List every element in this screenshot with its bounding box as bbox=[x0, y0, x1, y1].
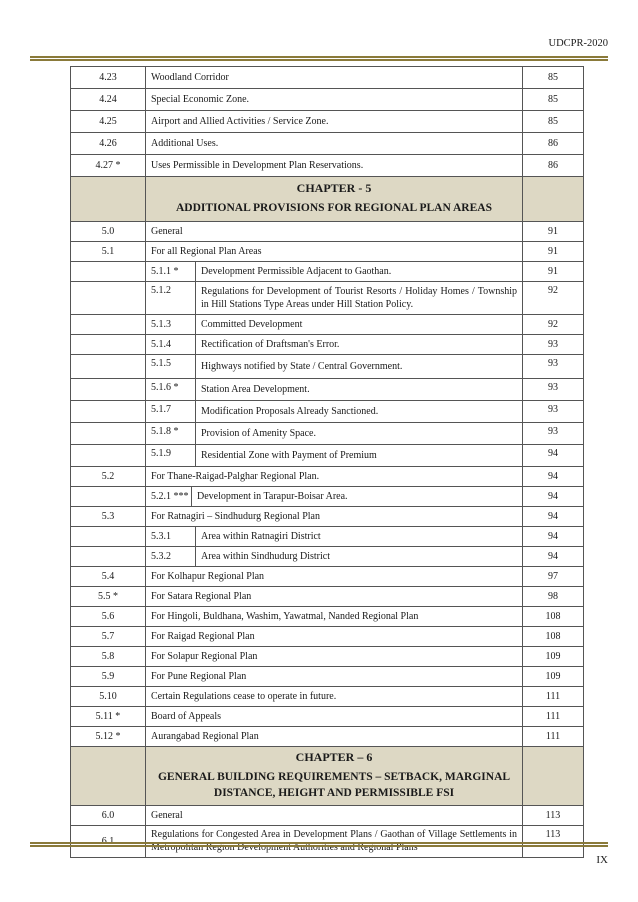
chapter-heading bbox=[146, 747, 522, 805]
section-title: Certain Regulations cease to operate in future. bbox=[151, 691, 337, 702]
toc-row[interactable] bbox=[70, 423, 584, 445]
page-ref: 94 bbox=[522, 547, 583, 566]
toc-row[interactable] bbox=[70, 627, 584, 647]
chapter-title: GENERAL BUILDING REQUIREMENTS – SETBACK, MARGINAL DISTANCE, HEIGHT AND PERMISSIBLE FSI bbox=[157, 771, 511, 799]
section-title: Board of Appeals bbox=[151, 711, 221, 722]
section-number-cell bbox=[71, 262, 146, 281]
subsection bbox=[146, 335, 522, 354]
page-ref: 93 bbox=[522, 335, 583, 354]
section-title: Uses Permissible in Development Plan Reservations. bbox=[151, 160, 364, 171]
page-ref: 86 bbox=[522, 155, 583, 176]
subsection bbox=[146, 355, 522, 378]
toc-row[interactable] bbox=[70, 687, 584, 707]
page-ref: 86 bbox=[522, 133, 583, 154]
section-number: 5.8 bbox=[71, 647, 146, 666]
section-number: 5.7 bbox=[71, 627, 146, 646]
page-ref: 91 bbox=[522, 242, 583, 261]
page-ref: 91 bbox=[522, 222, 583, 241]
section-number-cell bbox=[71, 445, 146, 466]
toc-row[interactable] bbox=[70, 242, 584, 262]
page-number-cell bbox=[522, 747, 583, 805]
document-code: UDCPR-2020 bbox=[548, 38, 608, 49]
page-ref: 109 bbox=[522, 667, 583, 686]
page-ref: 91 bbox=[522, 262, 583, 281]
subsection-title: Committed Development bbox=[201, 319, 303, 330]
section-title: For Ratnagiri – Sindhudurg Regional Plan bbox=[151, 511, 320, 522]
section-number-cell bbox=[71, 282, 146, 314]
toc-row[interactable] bbox=[70, 567, 584, 587]
toc-row[interactable] bbox=[70, 222, 584, 242]
subsection bbox=[146, 487, 522, 506]
section-number-cell bbox=[71, 315, 146, 334]
toc-row[interactable] bbox=[70, 806, 584, 826]
section-title: For all Regional Plan Areas bbox=[151, 246, 262, 257]
page-ref: 111 bbox=[522, 727, 583, 746]
subsection-number: 5.1.1 * bbox=[146, 262, 196, 281]
toc-row[interactable] bbox=[70, 155, 584, 177]
section-title: Aurangabad Regional Plan bbox=[151, 731, 259, 742]
subsection-title: Residential Zone with Payment of Premium bbox=[201, 450, 377, 461]
subsection bbox=[146, 445, 522, 466]
section-title: For Hingoli, Buldhana, Washim, Yawatmal, Nanded Regional Plan bbox=[151, 611, 419, 622]
page-ref: 93 bbox=[522, 379, 583, 400]
subsection bbox=[146, 315, 522, 334]
page-ref: 108 bbox=[522, 627, 583, 646]
section-number-cell bbox=[71, 547, 146, 566]
subsection-title: Development in Tarapur-Boisar Area. bbox=[197, 491, 348, 502]
toc-row[interactable] bbox=[70, 379, 584, 401]
section-title: General bbox=[151, 810, 183, 821]
page-number: IX bbox=[596, 854, 608, 866]
page-ref: 109 bbox=[522, 647, 583, 666]
section-number: 4.27 * bbox=[71, 155, 146, 176]
section-title: Regulations for Congested Area in Development Plans / Gaothan of Village Settlements in Metropolitan Region Development Authorities and Regional Plans bbox=[151, 829, 517, 853]
toc-row[interactable] bbox=[70, 587, 584, 607]
section-number-cell bbox=[71, 355, 146, 378]
toc-row[interactable] bbox=[70, 727, 584, 747]
toc-row[interactable] bbox=[70, 89, 584, 111]
toc-row[interactable] bbox=[70, 507, 584, 527]
section-number: 4.23 bbox=[71, 67, 146, 88]
subsection bbox=[146, 527, 522, 546]
subsection bbox=[146, 379, 522, 400]
table-of-contents bbox=[70, 66, 584, 858]
section-title: General bbox=[151, 226, 183, 237]
page-ref: 94 bbox=[522, 527, 583, 546]
section-number: 5.1 bbox=[71, 242, 146, 261]
subsection-number: 5.1.8 * bbox=[146, 423, 196, 444]
section-number: 6.1 bbox=[71, 826, 146, 857]
subsection-title: Regulations for Development of Tourist Resorts / Holiday Homes / Township in Hill Stations Type Areas under Hill Station Policy. bbox=[201, 286, 517, 310]
toc-row[interactable] bbox=[70, 335, 584, 355]
subsection-title: Provision of Amenity Space. bbox=[201, 428, 316, 439]
section-number-cell bbox=[71, 747, 146, 805]
page-ref: 93 bbox=[522, 423, 583, 444]
page-ref: 94 bbox=[522, 445, 583, 466]
section-title: For Satara Regional Plan bbox=[151, 591, 252, 602]
section-number: 5.3 bbox=[71, 507, 146, 526]
toc-row[interactable] bbox=[70, 667, 584, 687]
page-ref: 111 bbox=[522, 687, 583, 706]
section-number-cell bbox=[71, 401, 146, 422]
section-title: Special Economic Zone. bbox=[151, 94, 250, 105]
section-number: 4.24 bbox=[71, 89, 146, 110]
toc-row[interactable] bbox=[70, 487, 584, 507]
page-number-cell bbox=[522, 177, 583, 221]
page-ref: 94 bbox=[522, 487, 583, 506]
chapter-heading bbox=[146, 177, 522, 221]
toc-row[interactable] bbox=[70, 547, 584, 567]
subsection-number: 5.1.2 bbox=[146, 282, 196, 314]
subsection-number: 5.1.5 bbox=[146, 355, 196, 378]
section-title: For Solapur Regional Plan bbox=[151, 651, 258, 662]
subsection-number: 5.1.6 * bbox=[146, 379, 196, 400]
toc-row[interactable] bbox=[70, 527, 584, 547]
section-number: 5.4 bbox=[71, 567, 146, 586]
section-number: 6.0 bbox=[71, 806, 146, 825]
section-title: Airport and Allied Activities / Service Zone. bbox=[151, 116, 329, 127]
subsection-title: Area within Sindhudurg District bbox=[201, 551, 330, 562]
toc-row[interactable] bbox=[70, 467, 584, 487]
page-ref: 85 bbox=[522, 89, 583, 110]
section-number-cell bbox=[71, 177, 146, 221]
section-title: For Thane-Raigad-Palghar Regional Plan. bbox=[151, 471, 320, 482]
subsection-title: Station Area Development. bbox=[201, 384, 310, 395]
page-ref: 93 bbox=[522, 401, 583, 422]
page-ref: 94 bbox=[522, 467, 583, 486]
toc-row[interactable] bbox=[70, 66, 584, 89]
toc-row[interactable] bbox=[70, 707, 584, 727]
section-number: 5.5 * bbox=[71, 587, 146, 606]
subsection-title: Highways notified by State / Central Government. bbox=[201, 361, 403, 372]
page-ref: 93 bbox=[522, 355, 583, 378]
section-number-cell bbox=[71, 423, 146, 444]
section-title: For Pune Regional Plan bbox=[151, 671, 247, 682]
section-number-cell bbox=[71, 527, 146, 546]
section-number: 5.6 bbox=[71, 607, 146, 626]
toc-row[interactable] bbox=[70, 445, 584, 467]
section-title: For Raigad Regional Plan bbox=[151, 631, 255, 642]
footer-rule bbox=[30, 842, 608, 847]
section-number: 5.11 * bbox=[71, 707, 146, 726]
chapter-title: ADDITIONAL PROVISIONS FOR REGIONAL PLAN AREAS bbox=[176, 202, 492, 214]
subsection-title: Area within Ratnagiri District bbox=[201, 531, 321, 542]
toc-row[interactable] bbox=[70, 262, 584, 282]
subsection-title: Modification Proposals Already Sanctioned. bbox=[201, 406, 379, 417]
subsection-title: Rectification of Draftsman's Error. bbox=[201, 339, 340, 350]
toc-row[interactable] bbox=[70, 401, 584, 423]
subsection-number: 5.3.1 bbox=[146, 527, 196, 546]
section-title: For Kolhapur Regional Plan bbox=[151, 571, 265, 582]
page-ref: 85 bbox=[522, 67, 583, 88]
chapter-number: CHAPTER – 6 bbox=[295, 750, 373, 764]
subsection-number: 5.2.1 *** bbox=[146, 487, 192, 506]
subsection-number: 5.1.7 bbox=[146, 401, 196, 422]
chapter-number: CHAPTER - 5 bbox=[296, 181, 372, 195]
page-ref: 111 bbox=[522, 707, 583, 726]
subsection bbox=[146, 423, 522, 444]
section-number: 5.2 bbox=[71, 467, 146, 486]
page-ref: 98 bbox=[522, 587, 583, 606]
subsection bbox=[146, 282, 522, 314]
page-ref: 94 bbox=[522, 507, 583, 526]
subsection bbox=[146, 401, 522, 422]
subsection-number: 5.1.3 bbox=[146, 315, 196, 334]
chapter-heading-row bbox=[70, 177, 584, 222]
section-number: 5.0 bbox=[71, 222, 146, 241]
toc-row[interactable] bbox=[70, 647, 584, 667]
toc-row[interactable] bbox=[70, 111, 584, 133]
subsection-title: Development Permissible Adjacent to Gaothan. bbox=[201, 266, 392, 277]
page-ref: 108 bbox=[522, 607, 583, 626]
section-number-cell bbox=[71, 379, 146, 400]
section-number: 4.25 bbox=[71, 111, 146, 132]
section-number: 5.9 bbox=[71, 667, 146, 686]
section-number: 5.12 * bbox=[71, 727, 146, 746]
toc-row[interactable] bbox=[70, 607, 584, 627]
section-number-cell bbox=[71, 335, 146, 354]
toc-row[interactable] bbox=[70, 315, 584, 335]
page-ref: 97 bbox=[522, 567, 583, 586]
toc-row[interactable] bbox=[70, 133, 584, 155]
subsection-number: 5.1.4 bbox=[146, 335, 196, 354]
chapter-heading-row bbox=[70, 747, 584, 806]
section-number: 5.10 bbox=[71, 687, 146, 706]
subsection-number: 5.3.2 bbox=[146, 547, 196, 566]
section-title: Woodland Corridor bbox=[151, 72, 229, 83]
subsection bbox=[146, 547, 522, 566]
section-number: 4.26 bbox=[71, 133, 146, 154]
page-ref: 113 bbox=[522, 806, 583, 825]
page-ref: 92 bbox=[522, 315, 583, 334]
toc-row[interactable] bbox=[70, 282, 584, 315]
page-ref: 92 bbox=[522, 282, 583, 314]
section-number-cell bbox=[71, 487, 146, 506]
page-ref: 113 bbox=[522, 826, 583, 857]
header-rule bbox=[30, 56, 608, 61]
subsection bbox=[146, 262, 522, 281]
toc-row[interactable] bbox=[70, 355, 584, 379]
subsection-number: 5.1.9 bbox=[146, 445, 196, 466]
section-title: Additional Uses. bbox=[151, 138, 219, 149]
page-ref: 85 bbox=[522, 111, 583, 132]
